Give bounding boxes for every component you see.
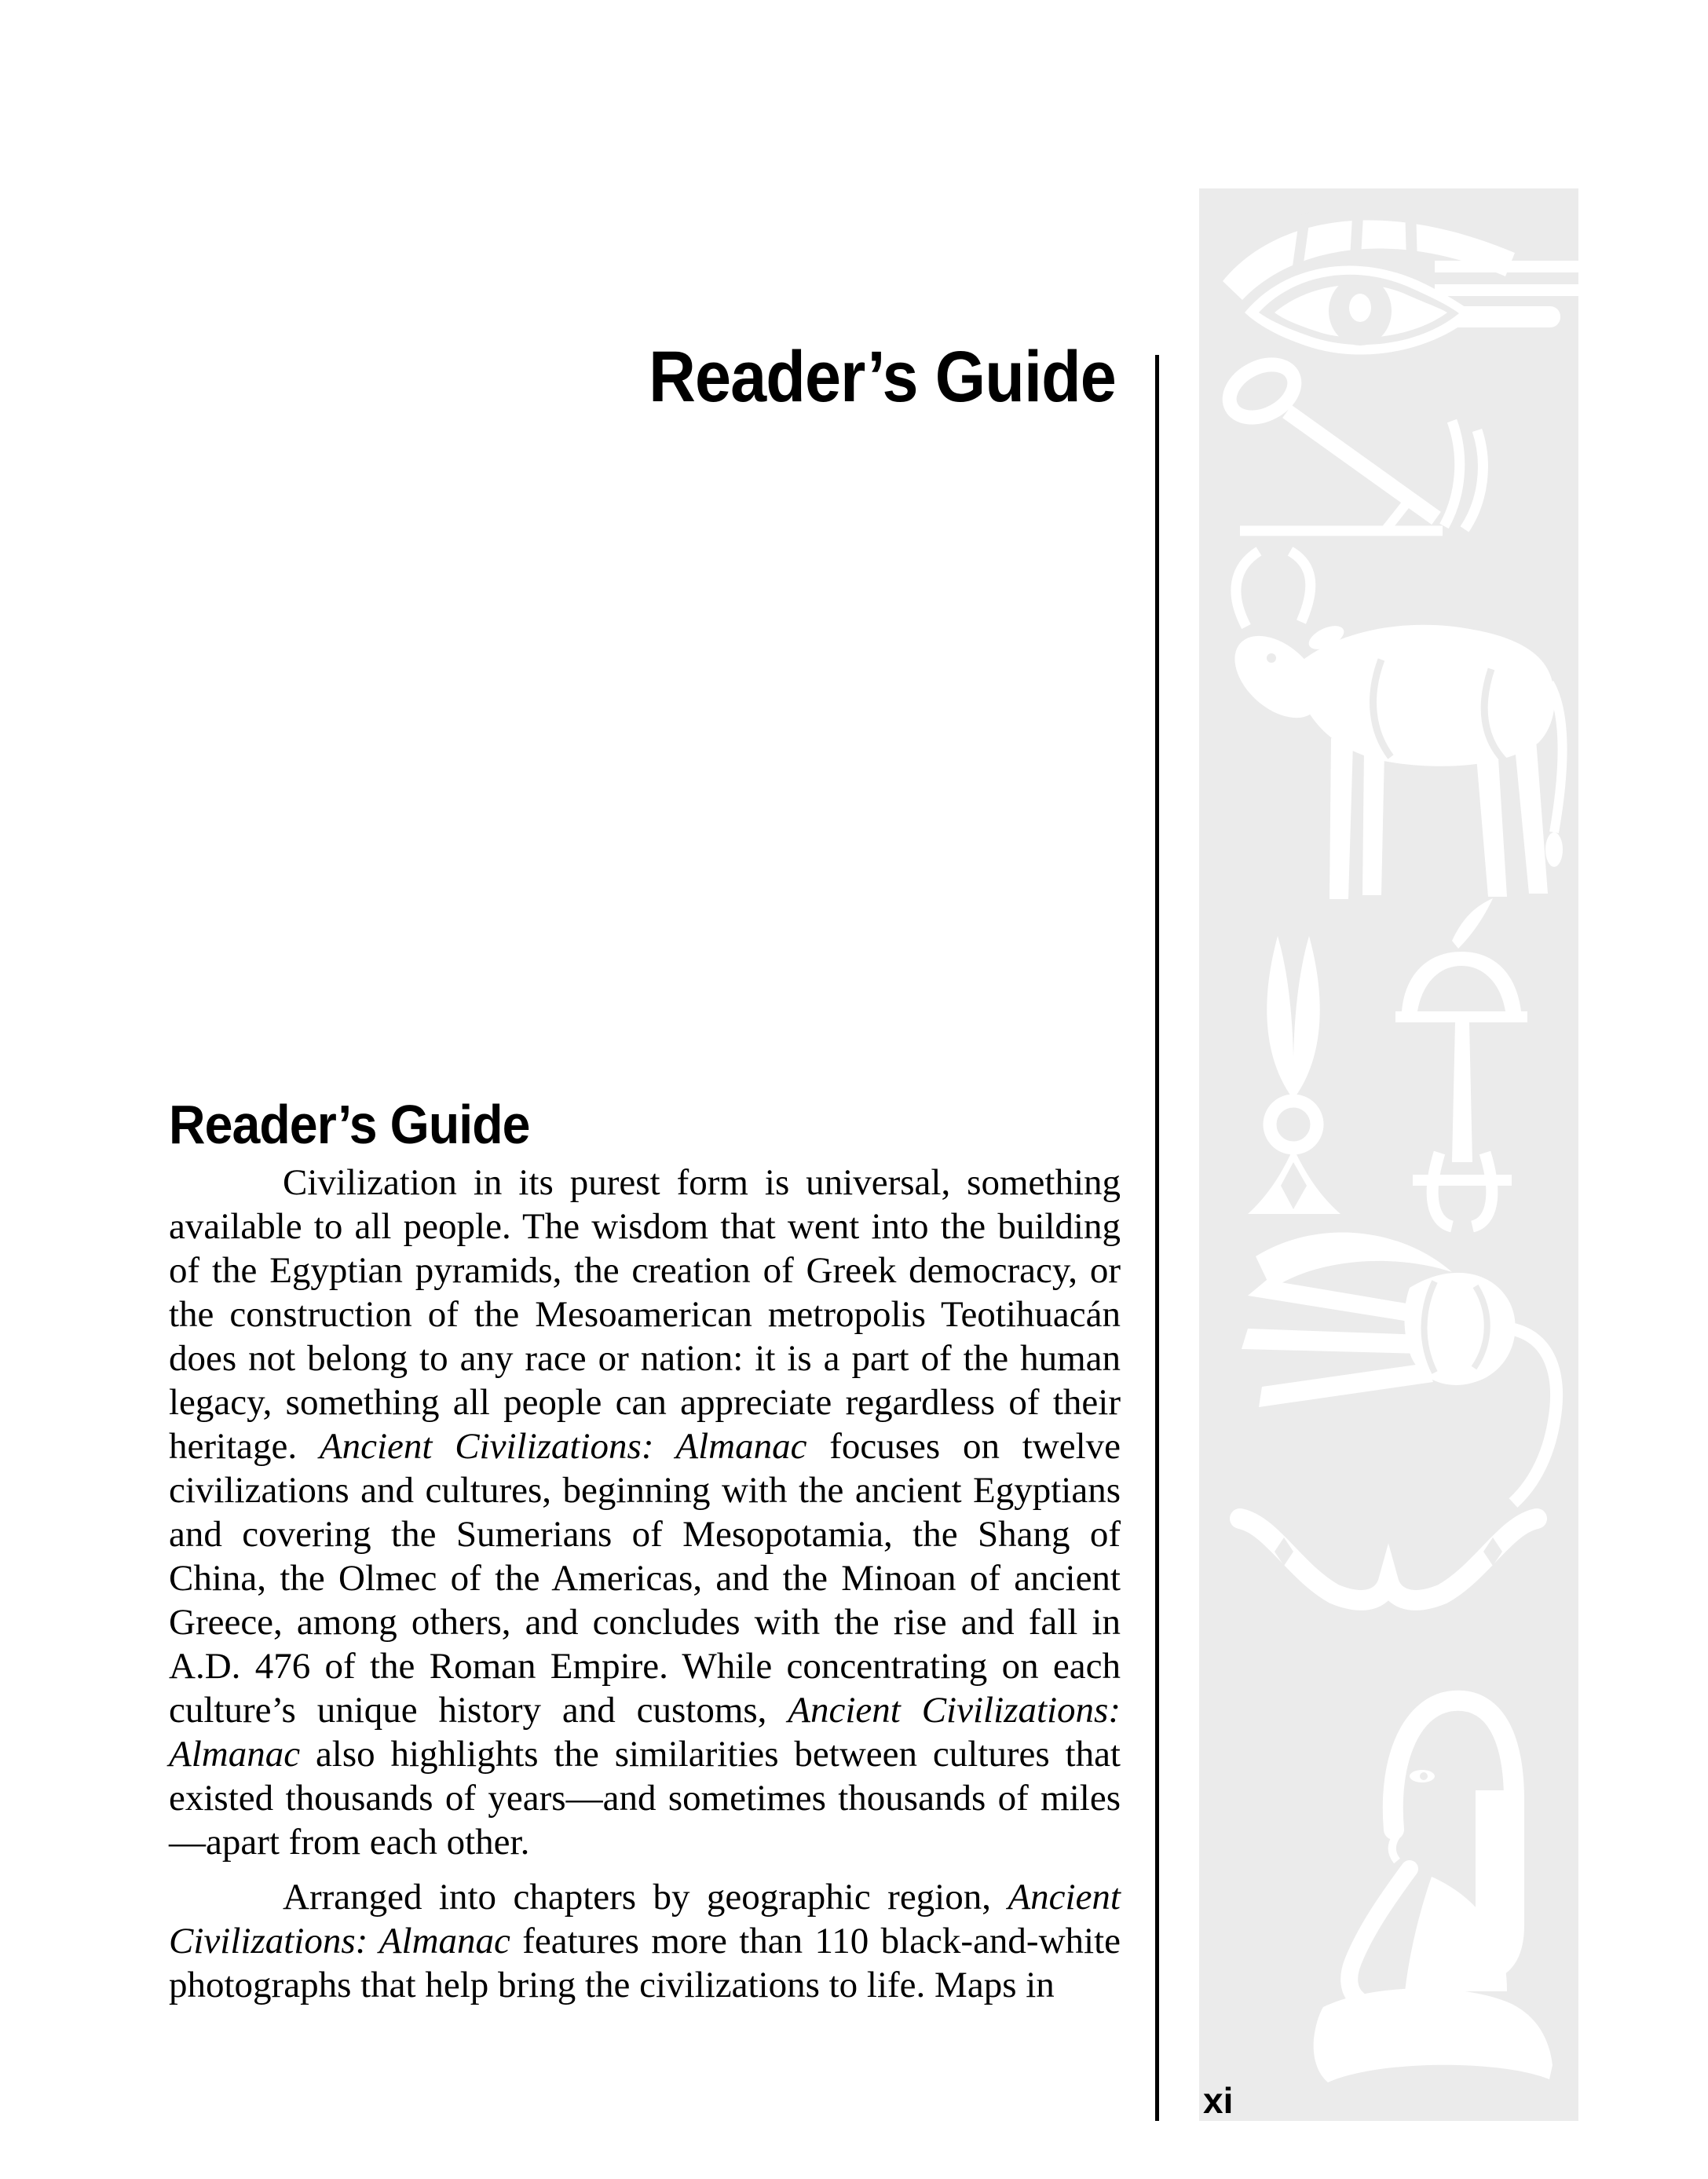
text-run: focuses on twelve civilizations and cultures, beginning with the ancient Egyptians and covering the Sumerians of Mesopotamia, the Shang of China, the Olmec of the Americas, and the Minoan of ancient Greece, among others, and concludes with the rise and fall in A.D. 476 of the Roman Empire. While concentrating on each culture’s unique history and customs, [169,1426,1121,1731]
page-number: xi [1203,2080,1234,2121]
paragraph [169,1875,1121,2007]
sunshade-staff-icon [1395,898,1527,1227]
italic-run: Ancient Civilizations: Almanac [169,1690,1121,1775]
hieroglyph-band [1199,188,1578,2121]
kneeling-figure-icon [1314,1701,1553,2082]
paragraph [169,1161,1121,1864]
text-run: Arranged into chapters by geographic region, [283,1877,1008,1918]
page-title: Reader’s Guide [649,337,1116,417]
hieroglyph-column [1199,188,1578,2121]
body-paragraphs [169,1161,1121,2007]
vertical-rule [1155,355,1159,2121]
needle-and-thread-icon [1220,354,1483,531]
text-run: Civilization in its purest form is universal, something available to all people. The wisdom that went into the building of the Egyptian pyramids, the creation of Greek democracy, or the construction of the Mesoamerican metropolis Teotihuacán does not belong to any race or nation: it is a part of the human legacy, something all people can appreciate regardless of their heritage. [169,1162,1121,1467]
italic-run: Ancient Civilizations: Almanac [169,1877,1121,1961]
text-run: also highlights the similarities between cultures that existed thousands of years—and sometimes thousands of miles—apart from each other. [169,1734,1121,1863]
bow-icon [1240,1519,1537,1600]
spindle-icon [1248,936,1340,1214]
italic-run: Ancient Civilizations: Almanac [319,1426,807,1467]
section-heading: Reader’s Guide [169,1094,530,1155]
lotus-flower-icon [1242,1232,1556,1503]
eye-of-horus-icon [1223,202,1578,355]
bull-icon [1220,551,1563,899]
text-run: features more than 110 black-and-white photographs that help bring the civilizations to life. Maps in [169,1921,1121,2005]
